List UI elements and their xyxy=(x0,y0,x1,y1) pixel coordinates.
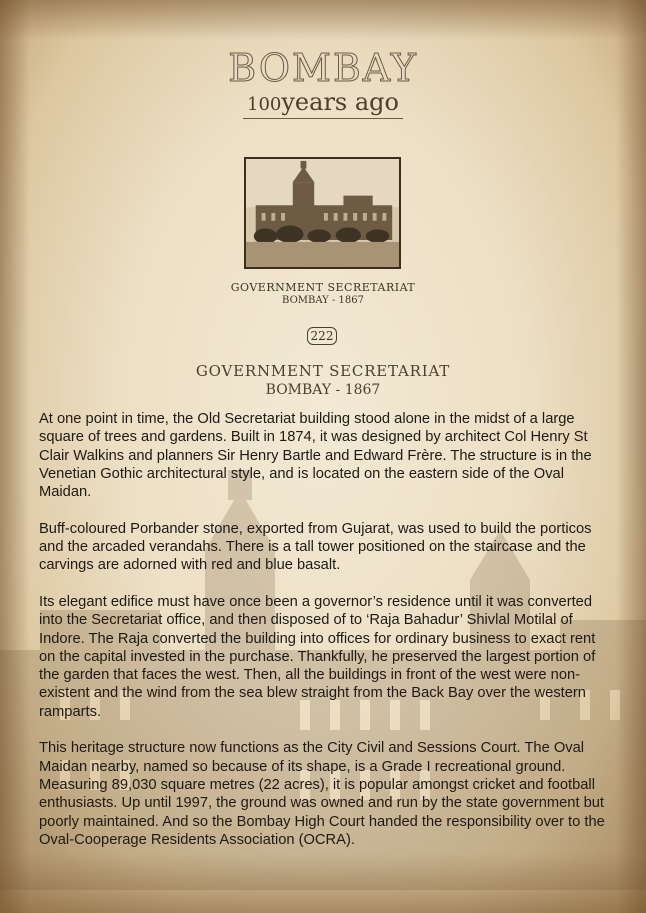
article-heading: GOVERNMENT SECRETARIAT xyxy=(195,362,451,380)
brand-subtitle-text: years ago xyxy=(281,88,399,116)
secretariat-building-photo xyxy=(246,159,399,267)
page-number-badge: 222 xyxy=(307,327,337,345)
historic-photo xyxy=(244,157,401,269)
brand-subtitle-number: 100 xyxy=(247,94,282,115)
photo-caption-title: GOVERNMENT SECRETARIAT xyxy=(230,281,416,294)
brand-title: BOMBAY xyxy=(228,46,418,90)
article-body xyxy=(39,410,611,867)
article-paragraph: This heritage structure now functions as the City Civil and Sessions Court. The Oval Maidan nearby, named so because of its shape, is a Grade I recreational ground. Measuring 89,030 square metres (22 acres), it is popular amongst cricket and football enthusiasts. Up until 1997, the ground was owned and run by the state government but poorly maintained. And so the Bombay High Court handed the responsibility over to the Oval-Cooperage Residents Association (OCRA). xyxy=(39,740,605,848)
brand-subtitle xyxy=(0,88,646,119)
article-paragraph: Buff-coloured Porbander stone, exported from Gujarat, was used to build the porticos and the arcaded verandahs. There is a tall tower positioned on the staircase and the carvings are adorned with red and blue basalt. xyxy=(39,520,592,574)
article-paragraph: Its elegant edifice must have once been a governor’s residence until it was converted into the Secretariat office, and then disposed of to ‘Raja Bahadur’ Shivlal Motilal of Indore. The Raja converted the building into offices for ordinary business to exact rent on the capital invested in the purchase. Thankfully, he preserved the largest portion of the garden that faces the west. Then, all the buildings in front of the west were non-existent and the wind from the sea blew straight from the Back Bay over the western ramparts. xyxy=(39,593,596,720)
burned-edge-top xyxy=(0,0,646,40)
photo-caption-subtitle: BOMBAY - 1867 xyxy=(282,295,364,306)
article-subheading: BOMBAY - 1867 xyxy=(265,382,381,398)
article-paragraph: At one point in time, the Old Secretariat building stood alone in the midst of a large square of trees and gardens. Built in 1874, it was designed by architect Col Henry St Clair Walkins and planners Sir Henry Bartle and Edward Frère. The structure is in the Venetian Gothic architectural style, and is located on the eastern side of the Oval Maidan. xyxy=(39,411,592,501)
